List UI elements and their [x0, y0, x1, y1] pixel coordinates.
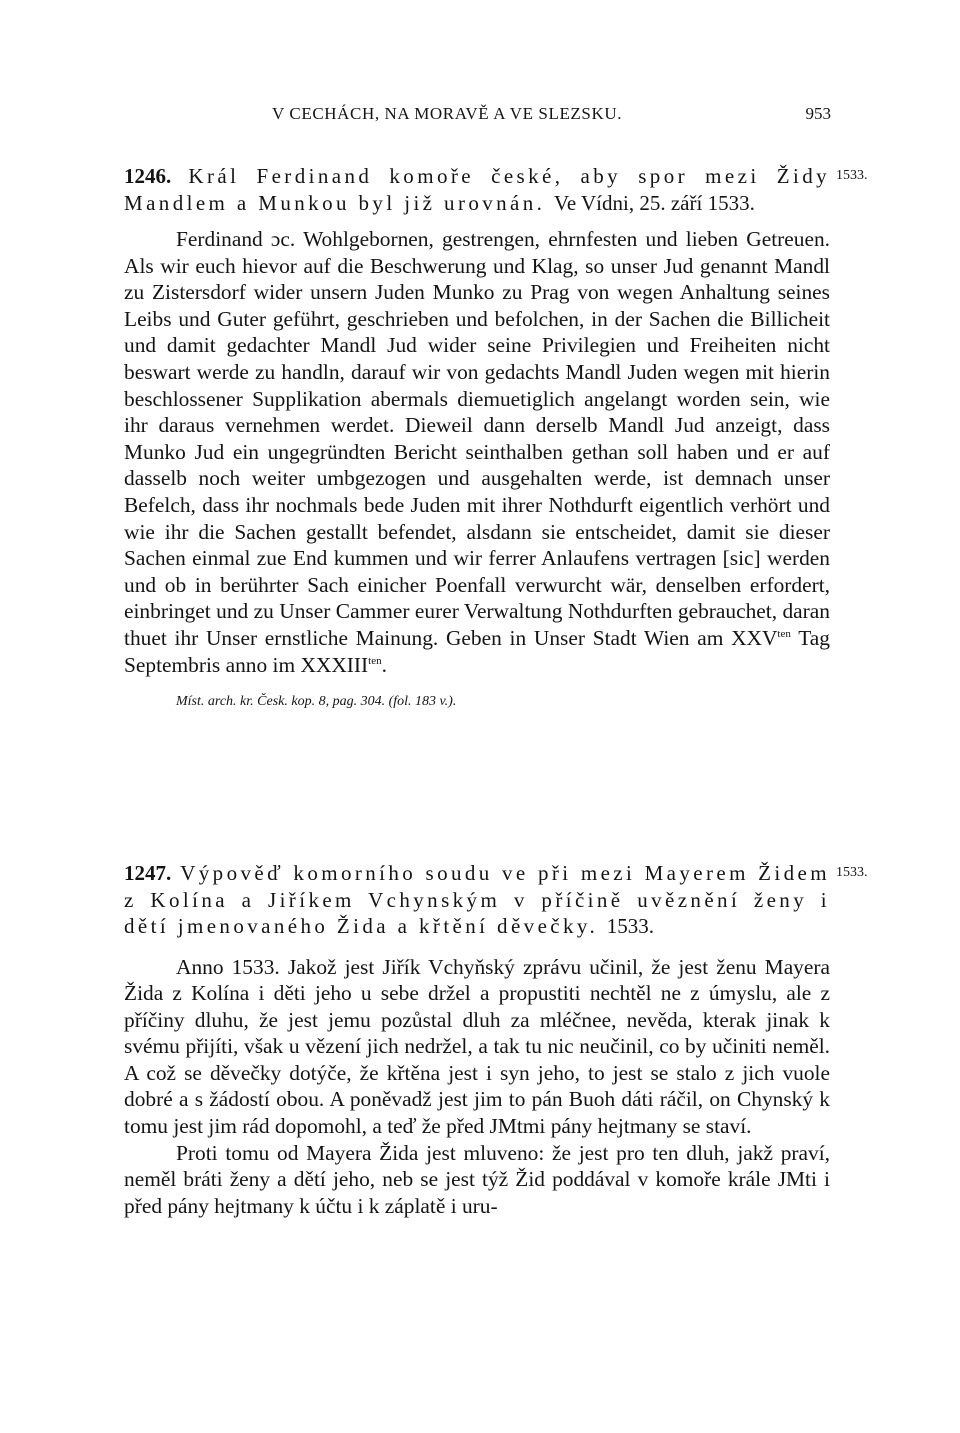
- entry-heading: [124, 860, 830, 940]
- entry-title: Výpověď komorního soudu ve při mezi Mayerem Židem z Kolína a Jiříkem Vchynským v příčině uvěznění ženy i dětí jmenovaného Žida a křtění děvečky.: [124, 861, 830, 938]
- entry-number: 1246.: [124, 164, 172, 188]
- entry-body: [124, 954, 830, 1220]
- running-header: [124, 104, 830, 132]
- source-citation: Míst. arch. kr. Česk. kop. 8, pag. 304. (fol. 183 v.).: [176, 694, 457, 710]
- entry-1247: [124, 860, 868, 1219]
- running-title: V CECHÁCH, NA MORAVĚ A VE SLEZSKU.: [272, 104, 623, 123]
- entry-heading: [124, 163, 830, 216]
- margin-year: 1533.: [836, 865, 868, 880]
- margin-year: 1533.: [836, 168, 868, 183]
- body-paragraph: Anno 1533. Jakož jest Jiřík Vchyňský zprávu učinil, že jest ženu Mayera Žida z Kolína i děti jeho u sebe držel a propustiti nechtěl ne z úmyslu, ale z příčiny dluhu, že jest jemu pozůstal dluh za mléčnee, nevěda, kterak jinak k svému přijíti, však u vězení jich nedržel, a tak tu nic neučinil, co by učiniti neměl. A což se děvečky dotýče, že křtěna jest i syn jeho, to jest se stalo z jich vuole dobré a s žádostí obou. A poněvadž jest jim to pán Buoh dáti ráčil, on Chynský k tomu jest jim rád dopomohl, a teď že před JMtmi pány hejtmany se staví.: [124, 954, 830, 1139]
- entry-1246: [124, 163, 868, 710]
- body-paragraph: Ferdinand ɔc. Wohlgebornen, gestrengen, ehrnfesten und lieben Getreuen. Als wir euch hievor auf die Beschwerung und Klag, so unser Jud genannt Mandl zu Zistersdorf wider unsern Juden Munko zu Prag von wegen Anhaltung seines Leibs und Guter geführt, geschrieben und befolchen, in der Sachen die Billicheit und damit gedachter Mandl Jud wider seine Privilegien und Freiheiten nicht beswart werde zu handln, darauf wir von gedachts Mandl Juden wegen mit hierin beschlossener Supplikation abermals diemuetiglich angelangt worden sein, wie ihr daraus vernehmen werdet. Dieweil dann derselb Mandl Jud anzeigt, dass Munko Jud ein ungegründten Bericht seinthalben gethan soll haben und er auf dasselb noch weiter umbgezogen und ausgehalten werde, ist demnach unser Befelch, dass ihr nochmals bede Juden mit ihrer Nothdurft eigentlich verhört und wie ihr die Sachen gestallt befendet, alsdann sie entscheidet, damit sie dieser Sachen einmal zue End kummen und wir ferrer Anlaufens vertragen [sic] werden und ob in berührter Sach einicher Poenfall verwurcht wär, denselben erfordert, einbringet und zu Unser Cammer eurer Verwaltung Nothdurften gebrauchet, daran thuet ihr Unser ernstliche Mainung. Geben in Unser Stadt Wien am $XXV^{ten}$ Tag Septembris anno im $XXXIII^{ten}$.: [124, 227, 830, 677]
- entry-number: 1247.: [124, 861, 172, 885]
- page-number: 953: [805, 104, 831, 123]
- entry-date: 1533.: [606, 914, 655, 938]
- entry-body: [124, 226, 830, 678]
- entry-title: Král Ferdinand komoře české, aby spor mezi Židy Mandlem a Munkou byl již urovnán.: [124, 164, 830, 215]
- body-paragraph: Proti tomu od Mayera Žida jest mluveno: že jest pro ten dluh, jakž praví, neměl bráti ženy a dětí jeho, neb se jest týž Žid poddával v komoře krále JMti i před pány hejtmany k účtu i k záplatě i uru-: [124, 1140, 830, 1218]
- entry-date: Ve Vídni, 25. září 1533.: [553, 190, 755, 215]
